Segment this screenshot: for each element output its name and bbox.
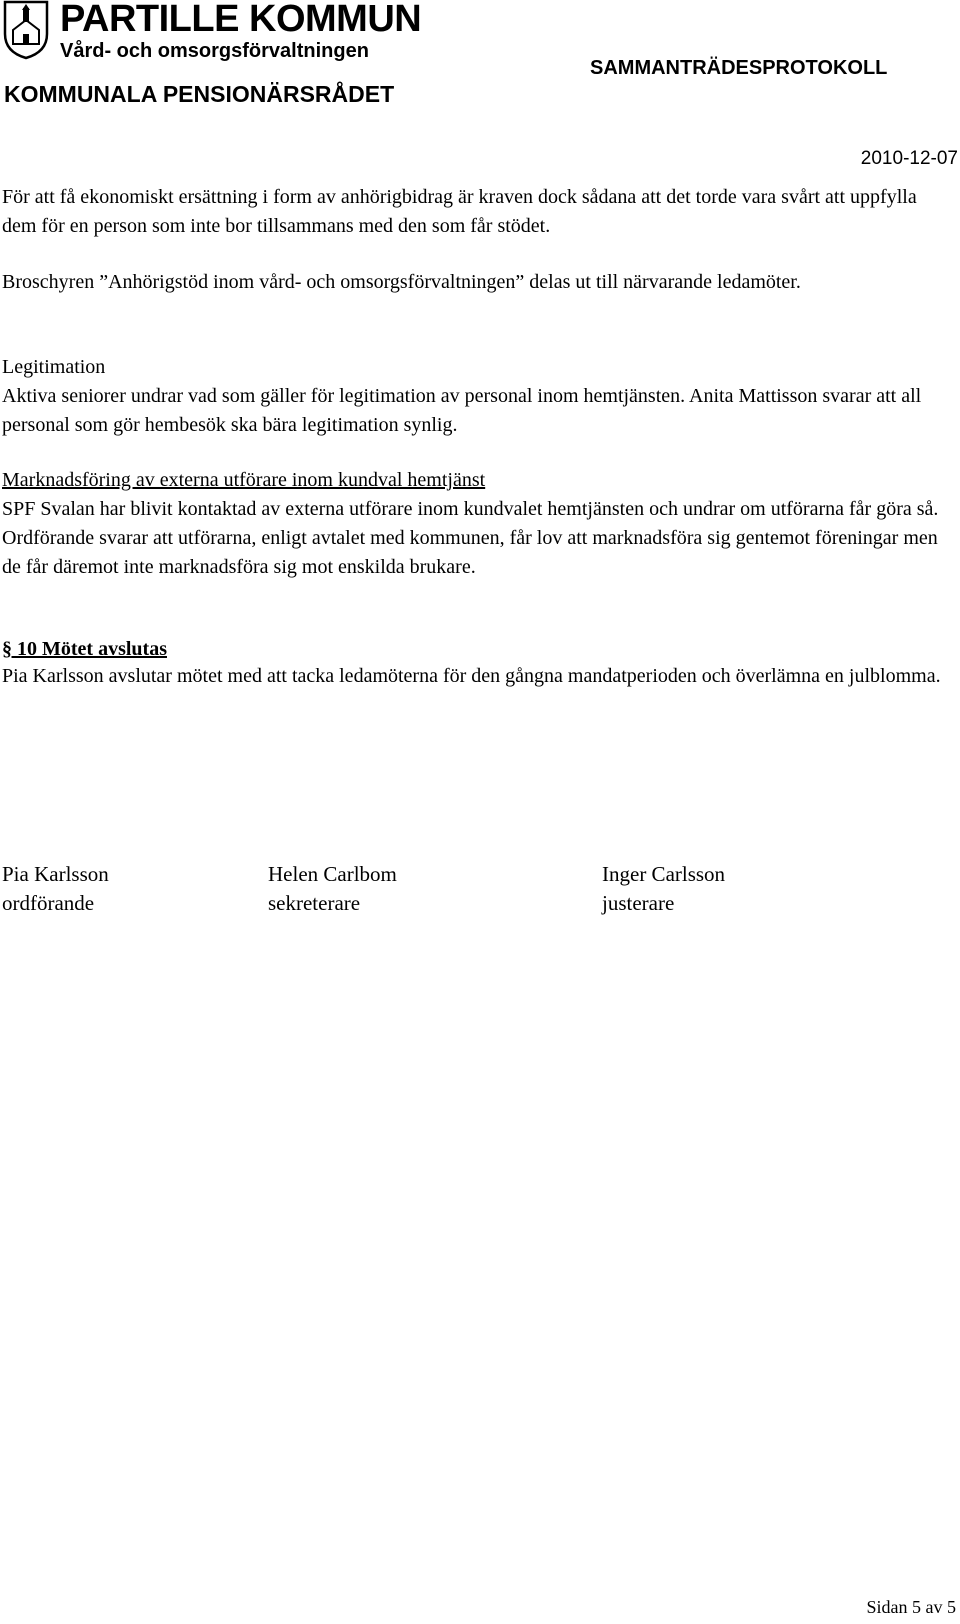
legitimation-heading: Legitimation <box>2 356 106 378</box>
paragraph-broschyr: Broschyren ”Anhörigstöd inom vård- och omsorgsförvaltningen” delas ut till närvarande ledamöter. <box>2 271 801 293</box>
org-department: Vård- och omsorgsförvaltningen <box>60 40 369 62</box>
paragraph-anhorigbidrag: För att få ekonomiskt ersättning i form av anhörigbidrag är kraven dock sådana att det torde vara svårt att uppfylla dem för en person som inte bor tillsammans med den som får stödet. <box>2 186 917 237</box>
signature-role-chair: ordförande <box>2 891 95 915</box>
meeting-date: 2010-12-07 <box>860 148 958 169</box>
signature-role-secretary: sekreterare <box>268 891 361 915</box>
council-name: KOMMUNALA PENSIONÄRSRÅDET <box>4 81 395 107</box>
signature-name-secretary: Helen Carlbom <box>268 862 397 886</box>
section-text: Pia Karlsson avslutar mötet med att tacka ledamöterna för den gångna mandatperioden och överlämna en julblomma. <box>2 665 941 687</box>
marknadsforing-text: SPF Svalan har blivit kontaktad av externa utförare inom kundvalet hemtjänsten och undrar om utförarna får göra så. Ordförande svarar att utförarna, enligt avtalet med kommunen, får lov att marknadsföra sig gentemot föreningar men de får däremot inte marknadsföra sig mot enskilda brukare. <box>2 498 939 578</box>
section-heading: § 10 Mötet avslutas <box>2 638 167 660</box>
partille-crest-icon <box>3 0 49 60</box>
document-type: SAMMANTRÄDESPROTOKOLL <box>590 57 888 79</box>
org-name: PARTILLE KOMMUN <box>60 0 422 40</box>
marknadsforing-heading: Marknadsföring av externa utförare inom kundval hemtjänst <box>2 469 486 491</box>
signature-name-chair: Pia Karlsson <box>2 862 109 886</box>
page-number: Sidan 5 av 5 <box>866 1597 956 1617</box>
signature-role-adjuster: justerare <box>602 891 675 915</box>
legitimation-text: Aktiva seniorer undrar vad som gäller för legitimation av personal inom hemtjänsten. Anita Mattisson svarar att all personal som gör hembesök ska bära legitimation synlig. <box>2 385 922 436</box>
signature-name-adjuster: Inger Carlsson <box>602 862 726 886</box>
